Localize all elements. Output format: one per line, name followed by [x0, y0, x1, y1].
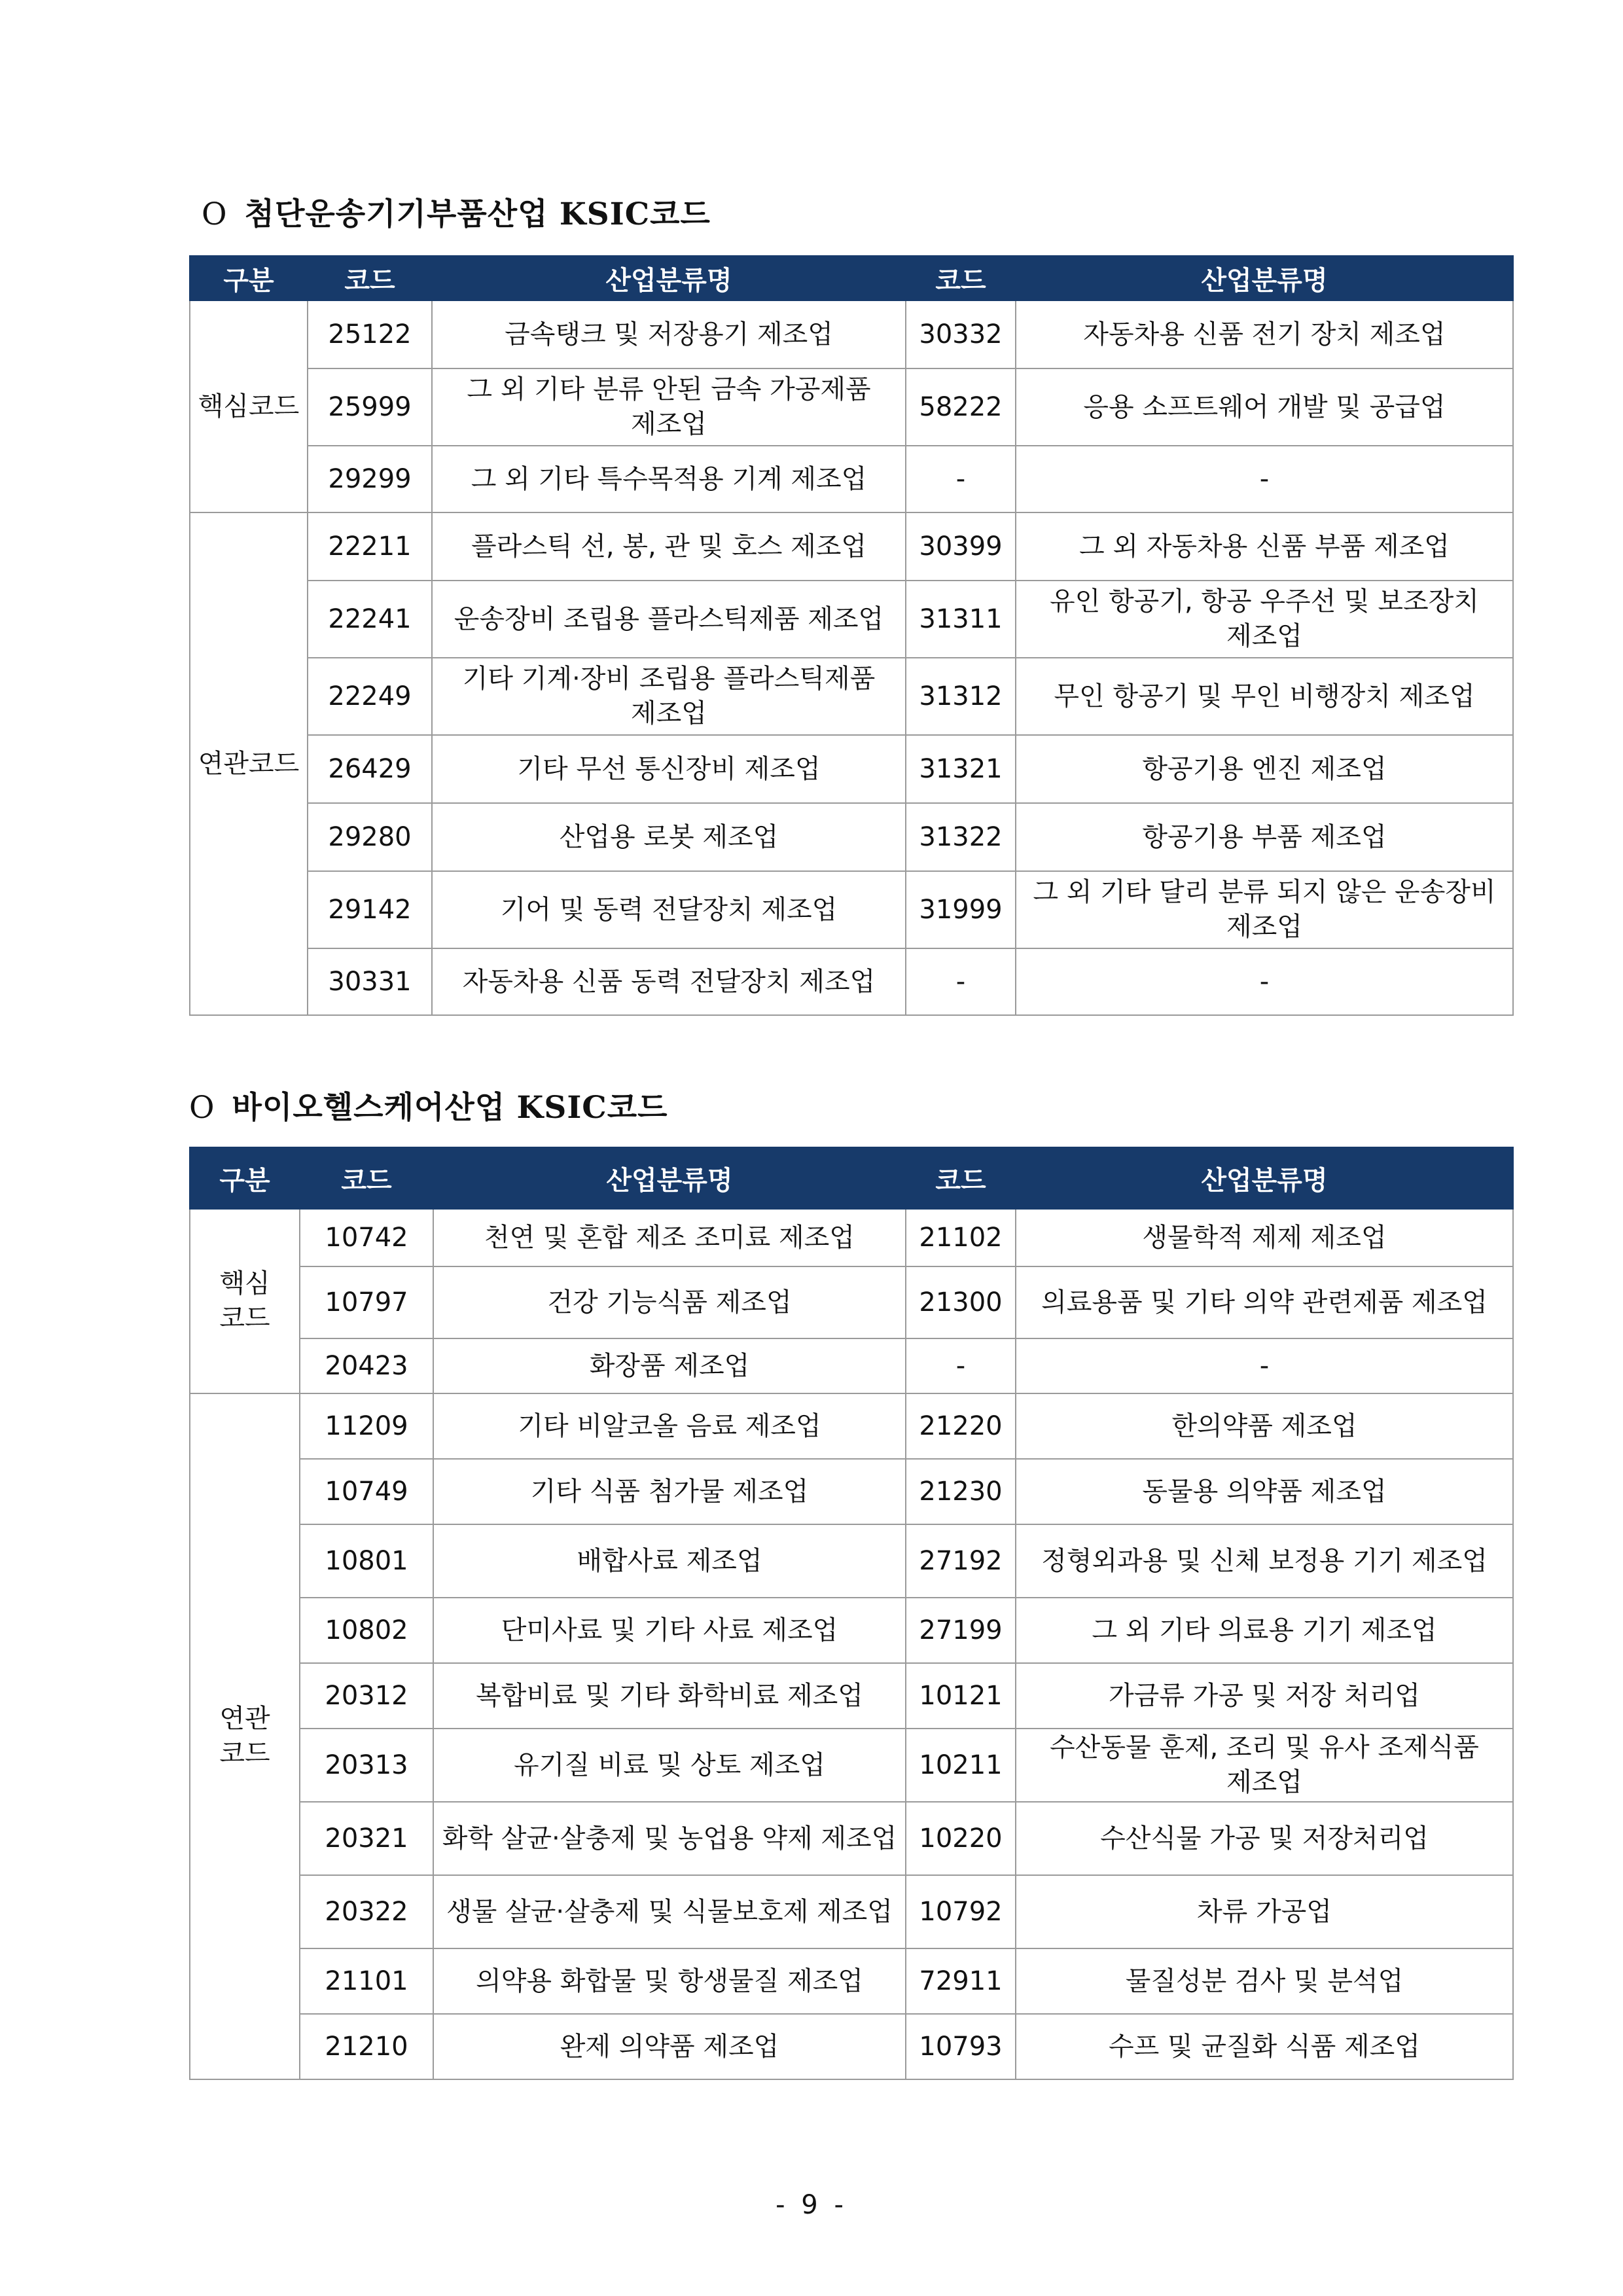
table-row	[190, 1802, 1513, 1875]
industry-name-cell-right: -	[1016, 948, 1513, 1015]
industry-name-cell-right: 유인 항공기, 항공 우주선 및 보조장치 제조업	[1016, 581, 1513, 658]
industry-name-cell-right: 그 외 기타 달리 분류 되지 않은 운송장비 제조업	[1016, 871, 1513, 948]
category-cell: 연관 코드	[190, 1393, 300, 2079]
table-row	[190, 658, 1513, 735]
code-cell-right: 30399	[906, 512, 1016, 581]
industry-name-cell-left: 기타 기계·장비 조립용 플라스틱제품 제조업	[432, 658, 906, 735]
code-cell-right: 10792	[906, 1875, 1016, 1948]
table-header-row	[190, 1147, 1513, 1209]
bullet-icon: O	[202, 196, 228, 232]
code-cell-right: -	[906, 948, 1016, 1015]
table-row	[190, 1875, 1513, 1948]
code-cell-left: 21101	[300, 1948, 433, 2014]
code-cell-left: 10802	[300, 1598, 433, 1663]
code-cell-right: 30332	[906, 300, 1016, 368]
code-cell-left: 10749	[300, 1459, 433, 1524]
header-code: 코드	[906, 1147, 1016, 1209]
industry-name-cell-left: 배합사료 제조업	[433, 1524, 906, 1598]
code-cell-left: 22249	[308, 658, 432, 735]
section-title-transport	[202, 190, 711, 234]
code-cell-left: 21210	[300, 2014, 433, 2079]
header-category: 구분	[190, 256, 308, 300]
industry-name-cell-left: 그 외 기타 분류 안된 금속 가공제품 제조업	[432, 368, 906, 446]
industry-name-cell-right: 그 외 자동차용 신품 부품 제조업	[1016, 512, 1513, 581]
code-cell-right: -	[906, 1338, 1016, 1393]
table-row	[190, 1663, 1513, 1729]
code-cell-left: 26429	[308, 735, 432, 803]
header-industry-name: 산업분류명	[433, 1147, 906, 1209]
code-cell-right: 10121	[906, 1663, 1016, 1729]
code-cell-left: 30331	[308, 948, 432, 1015]
industry-name-cell-right: 자동차용 신품 전기 장치 제조업	[1016, 300, 1513, 368]
industry-name-cell-right: 무인 항공기 및 무인 비행장치 제조업	[1016, 658, 1513, 735]
category-cell: 핵심 코드	[190, 1209, 300, 1393]
industry-name-cell-right: 생물학적 제제 제조업	[1016, 1209, 1513, 1266]
industry-name-cell-left: 금속탱크 및 저장용기 제조업	[432, 300, 906, 368]
ksic-table-biohealth	[189, 1147, 1514, 2080]
industry-name-cell-right: 항공기용 엔진 제조업	[1016, 735, 1513, 803]
code-cell-right: 10793	[906, 2014, 1016, 2079]
code-cell-right: 21230	[906, 1459, 1016, 1524]
industry-name-cell-right: 그 외 기타 의료용 기기 제조업	[1016, 1598, 1513, 1663]
industry-name-cell-left: 복합비료 및 기타 화학비료 제조업	[433, 1663, 906, 1729]
code-cell-right: 21220	[906, 1393, 1016, 1459]
code-cell-left: 29280	[308, 803, 432, 871]
code-cell-right: 27199	[906, 1598, 1016, 1663]
code-cell-right: 21300	[906, 1266, 1016, 1338]
code-cell-left: 25122	[308, 300, 432, 368]
code-cell-right: -	[906, 446, 1016, 512]
table-row	[190, 300, 1513, 368]
industry-name-cell-left: 기타 비알코올 음료 제조업	[433, 1393, 906, 1459]
code-cell-left: 20313	[300, 1729, 433, 1802]
table-header-row	[190, 256, 1513, 300]
industry-name-cell-left: 플라스틱 선, 봉, 관 및 호스 제조업	[432, 512, 906, 581]
header-industry-name: 산업분류명	[1016, 256, 1513, 300]
table-row	[190, 871, 1513, 948]
industry-name-cell-left: 운송장비 조립용 플라스틱제품 제조업	[432, 581, 906, 658]
code-cell-right: 31999	[906, 871, 1016, 948]
header-code: 코드	[300, 1147, 433, 1209]
code-cell-left: 25999	[308, 368, 432, 446]
industry-name-cell-right: 정형외과용 및 신체 보정용 기기 제조업	[1016, 1524, 1513, 1598]
industry-name-cell-right: 응용 소프트웨어 개발 및 공급업	[1016, 368, 1513, 446]
industry-name-cell-left: 산업용 로봇 제조업	[432, 803, 906, 871]
industry-name-cell-right: 의료용품 및 기타 의약 관련제품 제조업	[1016, 1266, 1513, 1338]
code-cell-left: 10797	[300, 1266, 433, 1338]
industry-name-cell-left: 천연 및 혼합 제조 조미료 제조업	[433, 1209, 906, 1266]
code-cell-left: 10742	[300, 1209, 433, 1266]
industry-name-cell-left: 생물 살균·살충제 및 식물보호제 제조업	[433, 1875, 906, 1948]
industry-name-cell-right: -	[1016, 1338, 1513, 1393]
industry-name-cell-left: 기타 식품 첨가물 제조업	[433, 1459, 906, 1524]
industry-name-cell-right: 수산동물 훈제, 조리 및 유사 조제식품 제조업	[1016, 1729, 1513, 1802]
table-row	[190, 1948, 1513, 2014]
code-cell-right: 27192	[906, 1524, 1016, 1598]
code-cell-right: 31321	[906, 735, 1016, 803]
section-title-biohealth	[189, 1083, 668, 1127]
bullet-icon: O	[189, 1090, 215, 1126]
table-row	[190, 581, 1513, 658]
table-row	[190, 1338, 1513, 1393]
ksic-table-transport	[189, 255, 1514, 1016]
code-cell-right: 31322	[906, 803, 1016, 871]
industry-name-cell-left: 자동차용 신품 동력 전달장치 제조업	[432, 948, 906, 1015]
code-cell-right: 72911	[906, 1948, 1016, 2014]
industry-name-cell-right: 물질성분 검사 및 분석업	[1016, 1948, 1513, 2014]
code-cell-left: 20312	[300, 1663, 433, 1729]
table-row	[190, 1524, 1513, 1598]
page-number: - 9 -	[776, 2190, 847, 2220]
code-cell-left: 20423	[300, 1338, 433, 1393]
industry-name-cell-right: 동물용 의약품 제조업	[1016, 1459, 1513, 1524]
category-cell: 연관코드	[190, 512, 308, 1015]
table-row	[190, 803, 1513, 871]
industry-name-cell-left: 기타 무선 통신장비 제조업	[432, 735, 906, 803]
code-cell-left: 10801	[300, 1524, 433, 1598]
code-cell-right: 10211	[906, 1729, 1016, 1802]
table-row	[190, 1209, 1513, 1266]
table-row	[190, 512, 1513, 581]
industry-name-cell-left: 화장품 제조업	[433, 1338, 906, 1393]
industry-name-cell-left: 그 외 기타 특수목적용 기계 제조업	[432, 446, 906, 512]
industry-name-cell-left: 단미사료 및 기타 사료 제조업	[433, 1598, 906, 1663]
code-cell-right: 58222	[906, 368, 1016, 446]
code-cell-left: 29299	[308, 446, 432, 512]
code-cell-right: 31312	[906, 658, 1016, 735]
code-cell-left: 22211	[308, 512, 432, 581]
code-cell-right: 21102	[906, 1209, 1016, 1266]
table-row	[190, 446, 1513, 512]
code-cell-right: 10220	[906, 1802, 1016, 1875]
table-row	[190, 1459, 1513, 1524]
code-cell-left: 29142	[308, 871, 432, 948]
table-row	[190, 1598, 1513, 1663]
table-row	[190, 948, 1513, 1015]
industry-name-cell-left: 화학 살균·살충제 및 농업용 약제 제조업	[433, 1802, 906, 1875]
industry-name-cell-right: 수산식물 가공 및 저장처리업	[1016, 1802, 1513, 1875]
table-row	[190, 735, 1513, 803]
industry-name-cell-right: 항공기용 부품 제조업	[1016, 803, 1513, 871]
code-cell-right: 31311	[906, 581, 1016, 658]
header-industry-name: 산업분류명	[432, 256, 906, 300]
industry-name-cell-left: 유기질 비료 및 상토 제조업	[433, 1729, 906, 1802]
header-category: 구분	[190, 1147, 300, 1209]
table-row	[190, 2014, 1513, 2079]
industry-name-cell-right: 수프 및 균질화 식품 제조업	[1016, 2014, 1513, 2079]
table-row	[190, 1393, 1513, 1459]
code-cell-left: 22241	[308, 581, 432, 658]
industry-name-cell-left: 완제 의약품 제조업	[433, 2014, 906, 2079]
industry-name-cell-left: 건강 기능식품 제조업	[433, 1266, 906, 1338]
industry-name-cell-left: 기어 및 동력 전달장치 제조업	[432, 871, 906, 948]
table-row	[190, 368, 1513, 446]
header-code: 코드	[308, 256, 432, 300]
header-code: 코드	[906, 256, 1016, 300]
table-row	[190, 1729, 1513, 1802]
code-cell-left: 11209	[300, 1393, 433, 1459]
industry-name-cell-right: -	[1016, 446, 1513, 512]
section-title-text: 첨단운송기기부품산업 KSIC코드	[244, 196, 711, 232]
table-row	[190, 1266, 1513, 1338]
industry-name-cell-right: 차류 가공업	[1016, 1875, 1513, 1948]
section-title-text: 바이오헬스케어산업 KSIC코드	[232, 1090, 668, 1126]
code-cell-left: 20321	[300, 1802, 433, 1875]
industry-name-cell-right: 한의약품 제조업	[1016, 1393, 1513, 1459]
industry-name-cell-right: 가금류 가공 및 저장 처리업	[1016, 1663, 1513, 1729]
code-cell-left: 20322	[300, 1875, 433, 1948]
category-cell: 핵심코드	[190, 300, 308, 512]
header-industry-name: 산업분류명	[1016, 1147, 1513, 1209]
industry-name-cell-left: 의약용 화합물 및 항생물질 제조업	[433, 1948, 906, 2014]
